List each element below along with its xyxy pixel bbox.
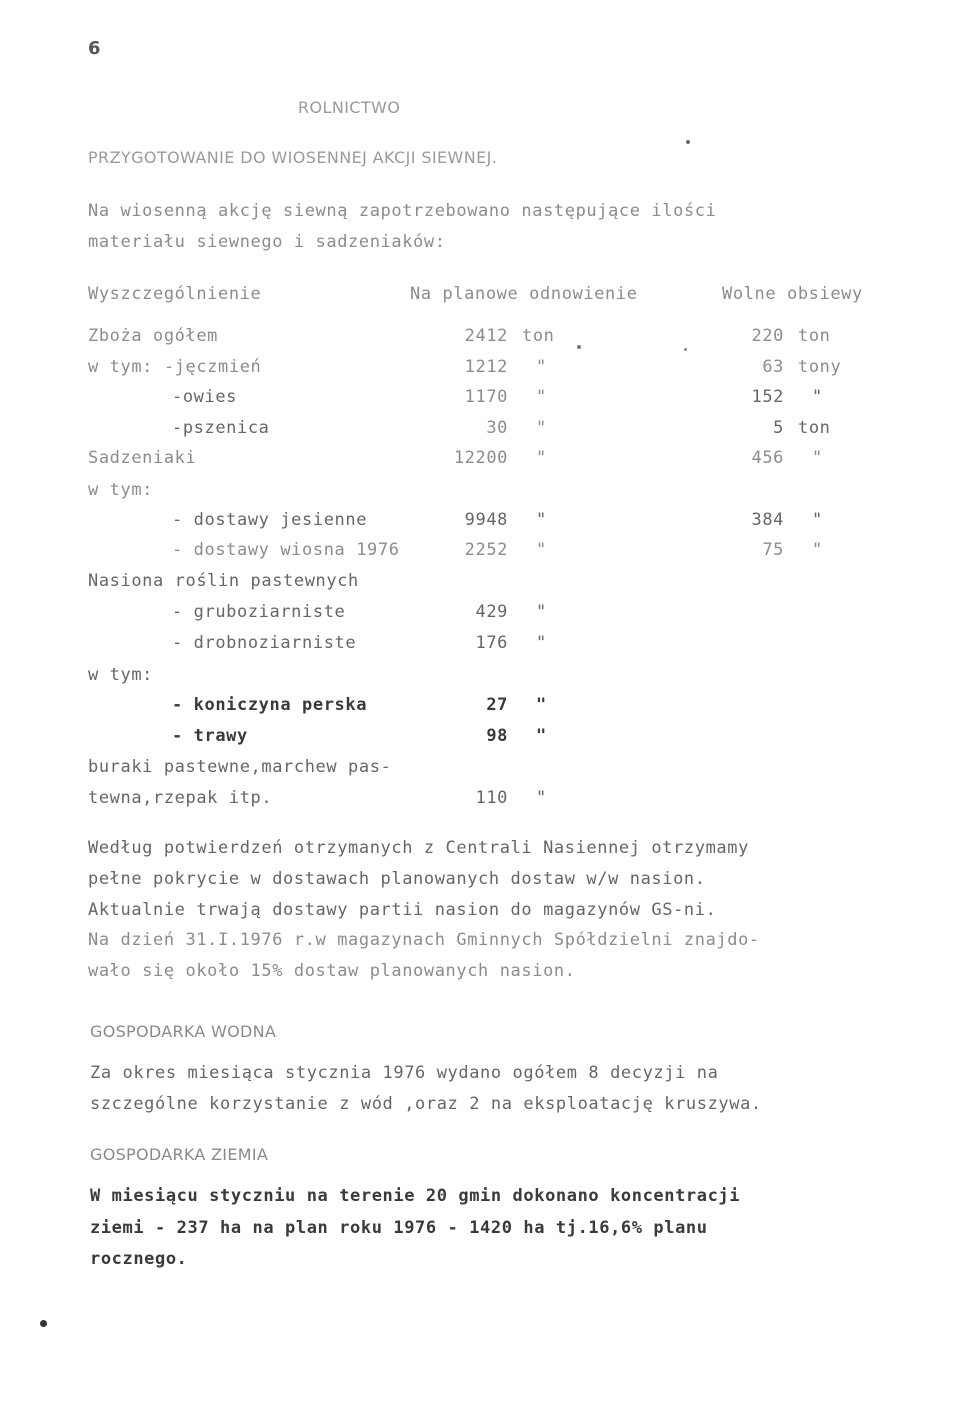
land-heading: GOSPODARKA ZIEMIA <box>90 1145 269 1164</box>
row-label: w tym: <box>88 480 154 500</box>
table-header-planned: Na planowe odnowienie <box>410 284 638 304</box>
water-line: szczególne korzystanie z wód ,oraz 2 na eksploatację kruszywa. <box>90 1094 762 1114</box>
row-planned-unit: " <box>536 788 547 808</box>
row-label: - koniczyna perska <box>172 695 368 715</box>
row-label: Nasiona roślin pastewnych <box>88 571 359 591</box>
row-free-value: 5 <box>773 418 784 438</box>
table-header-label: Wyszczególnienie <box>88 284 262 304</box>
row-planned-unit: " <box>536 726 547 746</box>
row-free-value: 456 <box>751 448 784 468</box>
row-planned-unit: " <box>536 387 547 407</box>
row-label: -owies <box>172 387 238 407</box>
row-planned-unit: " <box>536 602 547 622</box>
row-label: Zboża ogółem <box>88 326 219 346</box>
scan-speck <box>686 140 690 144</box>
row-planned-unit: " <box>536 510 547 530</box>
row-planned-unit: " <box>536 633 547 653</box>
row-planned-value: 176 <box>475 633 508 653</box>
row-free-value: 63 <box>762 357 784 377</box>
row-label: - trawy <box>172 726 248 746</box>
water-heading: GOSPODARKA WODNA <box>90 1022 277 1041</box>
row-planned-value: 429 <box>475 602 508 622</box>
row-planned-unit: " <box>536 418 547 438</box>
row-planned-value: 12200 <box>453 448 508 468</box>
row-free-value: 75 <box>762 540 784 560</box>
row-label: w tym: <box>88 665 154 685</box>
row-free-unit: tony <box>798 357 842 377</box>
seeds-paragraph-line: Aktualnie trwają dostawy partii nasion do magazynów GS-ni. <box>88 900 717 920</box>
section-subtitle: PRZYGOTOWANIE DO WIOSENNEJ AKCJI SIEWNEJ. <box>88 148 498 167</box>
row-free-unit: " <box>812 387 823 407</box>
row-planned-value: 27 <box>486 695 508 715</box>
scan-speck <box>40 1320 47 1327</box>
row-planned-unit: " <box>536 357 547 377</box>
row-planned-value: 30 <box>486 418 508 438</box>
row-free-value: 152 <box>751 387 784 407</box>
section-title: ROLNICTWO <box>298 98 401 117</box>
row-label: - drobnoziarniste <box>172 633 357 653</box>
row-free-value: 384 <box>751 510 784 530</box>
seeds-paragraph-line: pełne pokrycie w dostawach planowanych dostaw w/w nasion. <box>88 869 706 889</box>
row-label: Sadzeniaki <box>88 448 197 468</box>
land-line: rocznego. <box>90 1249 188 1269</box>
row-planned-value: 1212 <box>464 357 508 377</box>
row-free-unit: " <box>812 448 823 468</box>
row-planned-unit: ton <box>522 326 555 346</box>
row-planned-value: 1170 <box>464 387 508 407</box>
page-number: 6 <box>88 38 101 59</box>
row-planned-unit: " <box>536 448 547 468</box>
row-label: buraki pastewne,marchew pas- <box>88 757 392 777</box>
seeds-paragraph-line: Według potwierdzeń otrzymanych z Centrali Nasiennej otrzymamy <box>88 838 749 858</box>
row-label: - gruboziarniste <box>172 602 346 622</box>
row-label: tewna,rzepak itp. <box>88 788 273 808</box>
intro-line-1: Na wiosenną akcję siewną zapotrzebowano następujące ilości <box>88 201 717 221</box>
row-planned-value: 2252 <box>464 540 508 560</box>
row-planned-value: 9948 <box>464 510 508 530</box>
row-free-unit: " <box>812 540 823 560</box>
row-label: - dostawy jesienne <box>172 510 368 530</box>
row-label: w tym: -jęczmień <box>88 357 262 377</box>
intro-line-2: materiału siewnego i sadzeniaków: <box>88 232 446 252</box>
row-planned-unit: " <box>536 540 547 560</box>
row-label: - dostawy wiosna 1976 <box>172 540 400 560</box>
seeds-paragraph-line: wało się około 15% dostaw planowanych nasion. <box>88 961 576 981</box>
land-line: ziemi - 237 ha na plan roku 1976 - 1420 ha tj.16,6% planu <box>90 1218 708 1238</box>
land-line: W miesiącu styczniu na terenie 20 gmin dokonano koncentracji <box>90 1186 741 1206</box>
row-free-unit: ton <box>798 326 831 346</box>
seeds-paragraph-line: Na dzień 31.I.1976 r.w magazynach Gminnych Spółdzielni znajdo- <box>88 930 760 950</box>
row-planned-value: 2412 <box>464 326 508 346</box>
row-free-unit: ton <box>798 418 831 438</box>
row-planned-value: 110 <box>475 788 508 808</box>
row-free-unit: " <box>812 510 823 530</box>
scan-speck <box>684 348 687 351</box>
row-planned-unit: " <box>536 695 547 715</box>
row-label: -pszenica <box>172 418 270 438</box>
table-header-free: Wolne obsiewy <box>722 284 863 304</box>
row-free-value: 220 <box>751 326 784 346</box>
water-line: Za okres miesiąca stycznia 1976 wydano ogółem 8 decyzji na <box>90 1063 719 1083</box>
row-planned-value: 98 <box>486 726 508 746</box>
scan-speck <box>577 345 581 349</box>
